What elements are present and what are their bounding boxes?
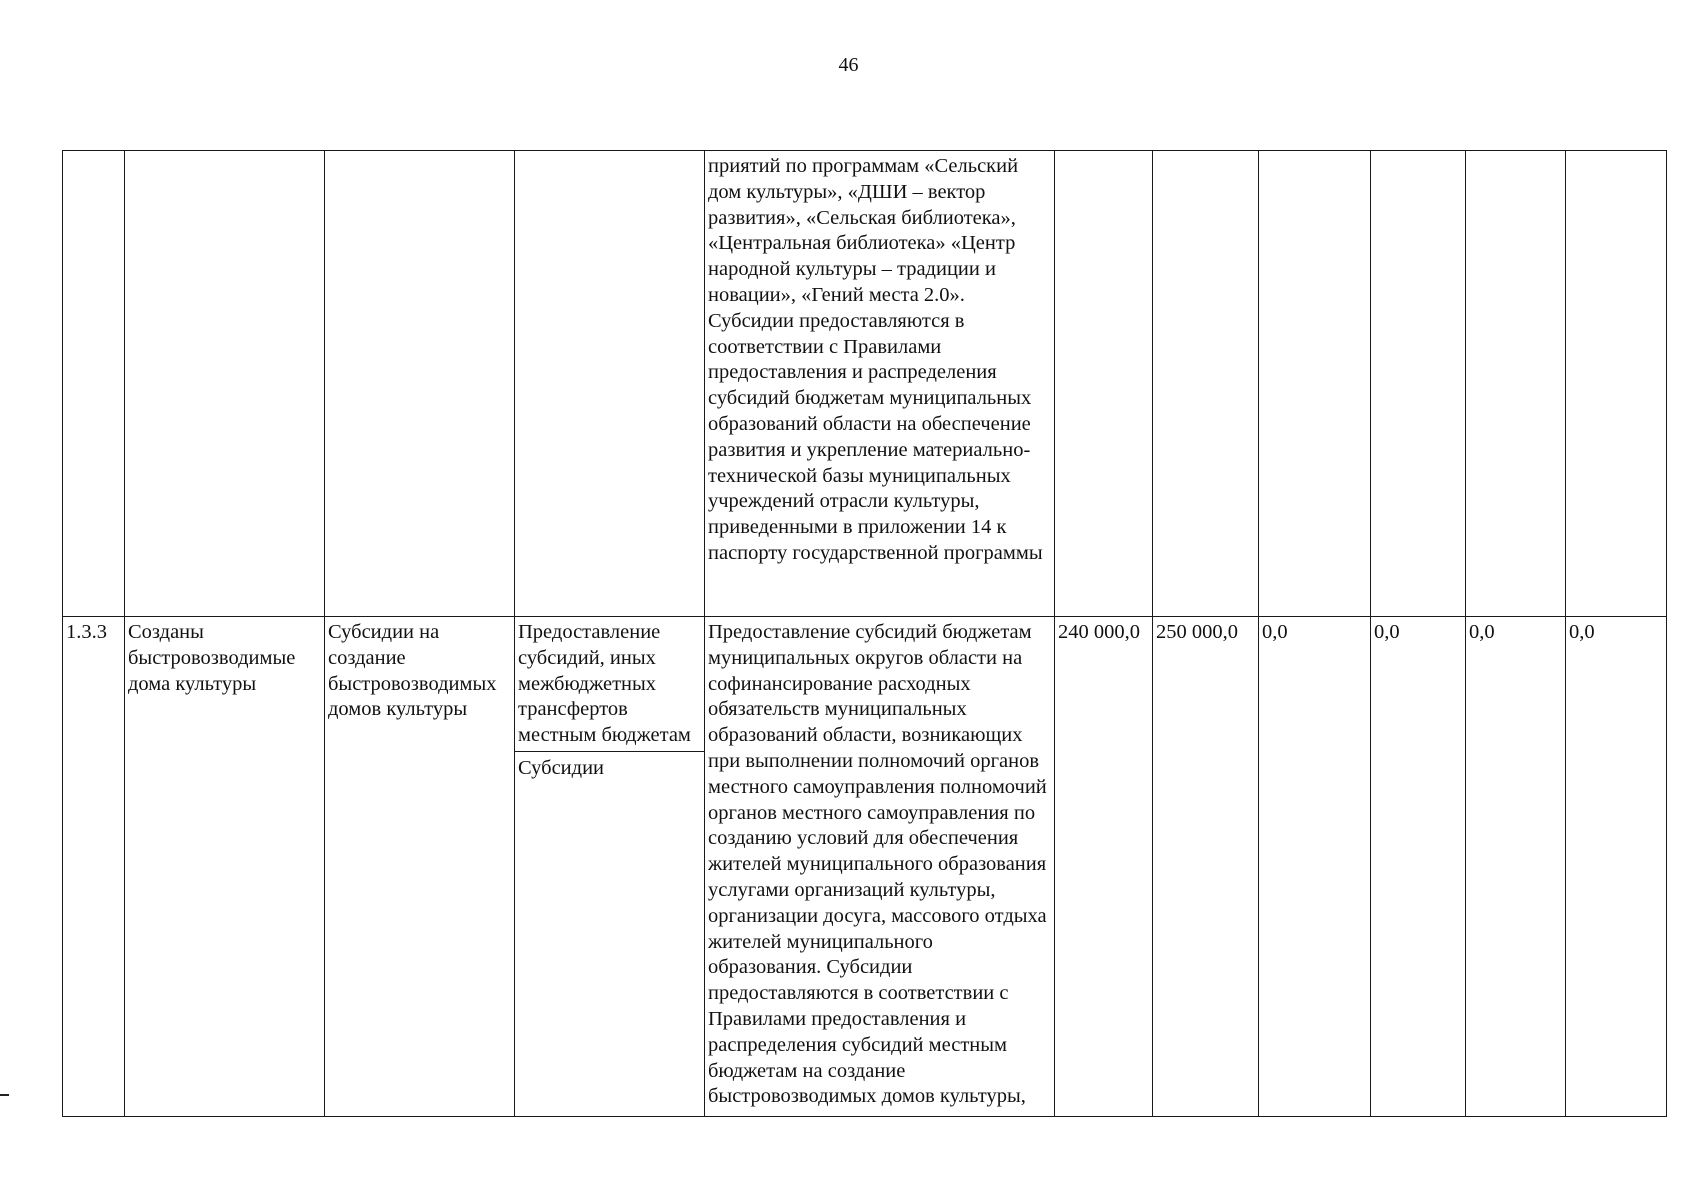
cell-value <box>1153 151 1259 617</box>
cell-value: 250 000,0 <box>1153 617 1259 1117</box>
cell-value: 0,0 <box>1566 617 1667 1117</box>
budget-table <box>62 150 1667 1117</box>
cell-value <box>1466 151 1566 617</box>
cell-value <box>1371 151 1466 617</box>
cell-description: приятий по программам «Сельский дом культуры», «ДШИ – вектор развития», «Сельская библиотека», «Центральная библиотека» «Центр народной культуры – традиции и новации», «Гений места 2.0». Субсидии предоставляются в соответствии с Правилами предоставления и распределения субсидий бюджетам муниципальных образований области на обеспечение развития и укрепление материально-технической базы муниципальных учреждений отрасли культуры, приведенными в приложении 14 к паспорту государственной программы <box>705 151 1055 617</box>
cell-description: Предоставление субсидий бюджетам муниципальных округов области на софинансирование расходных обязательств муниципальных образований области, возникающих при выполнении полномочий органов местного самоуправления полномочий органов местного самоуправления по созданию условий для обеспечения жителей муниципального образования услугами организаций культуры, организации досуга, массового отдыха жителей муниципального образования. Субсидии предоставляются в соответствии с Правилами предоставления и распределения субсидий местным бюджетам на создание быстровозводимых домов культуры, <box>705 617 1055 1117</box>
cell-value: 0,0 <box>1259 617 1371 1117</box>
cell-value <box>1055 151 1153 617</box>
cell-number: 1.3.3 <box>63 617 125 1117</box>
cell-value <box>1259 151 1371 617</box>
cell-value: 0,0 <box>1466 617 1566 1117</box>
cell-event: Субсидии на создание быстровозводимых домов культуры <box>325 617 515 1117</box>
cell-result <box>125 151 325 617</box>
cell-value: 240 000,0 <box>1055 617 1153 1117</box>
table-row-continuation <box>63 151 1667 617</box>
cell-type <box>515 151 705 617</box>
cell-type-bottom: Субсидии <box>518 756 605 779</box>
cell-result: Созданы быстровозводимые дома культуры <box>125 617 325 1117</box>
margin-mark <box>0 1094 9 1096</box>
table-row <box>63 617 1667 1117</box>
cell-value: 0,0 <box>1371 617 1466 1117</box>
cell-value <box>1566 151 1667 617</box>
cell-type-top: Предоставление субсидий, иных межбюджетных трансфертов местным бюджетам <box>515 617 704 752</box>
page-number: 46 <box>838 54 859 76</box>
cell-event <box>325 151 515 617</box>
cell-type <box>515 617 705 1117</box>
cell-number <box>63 151 125 617</box>
